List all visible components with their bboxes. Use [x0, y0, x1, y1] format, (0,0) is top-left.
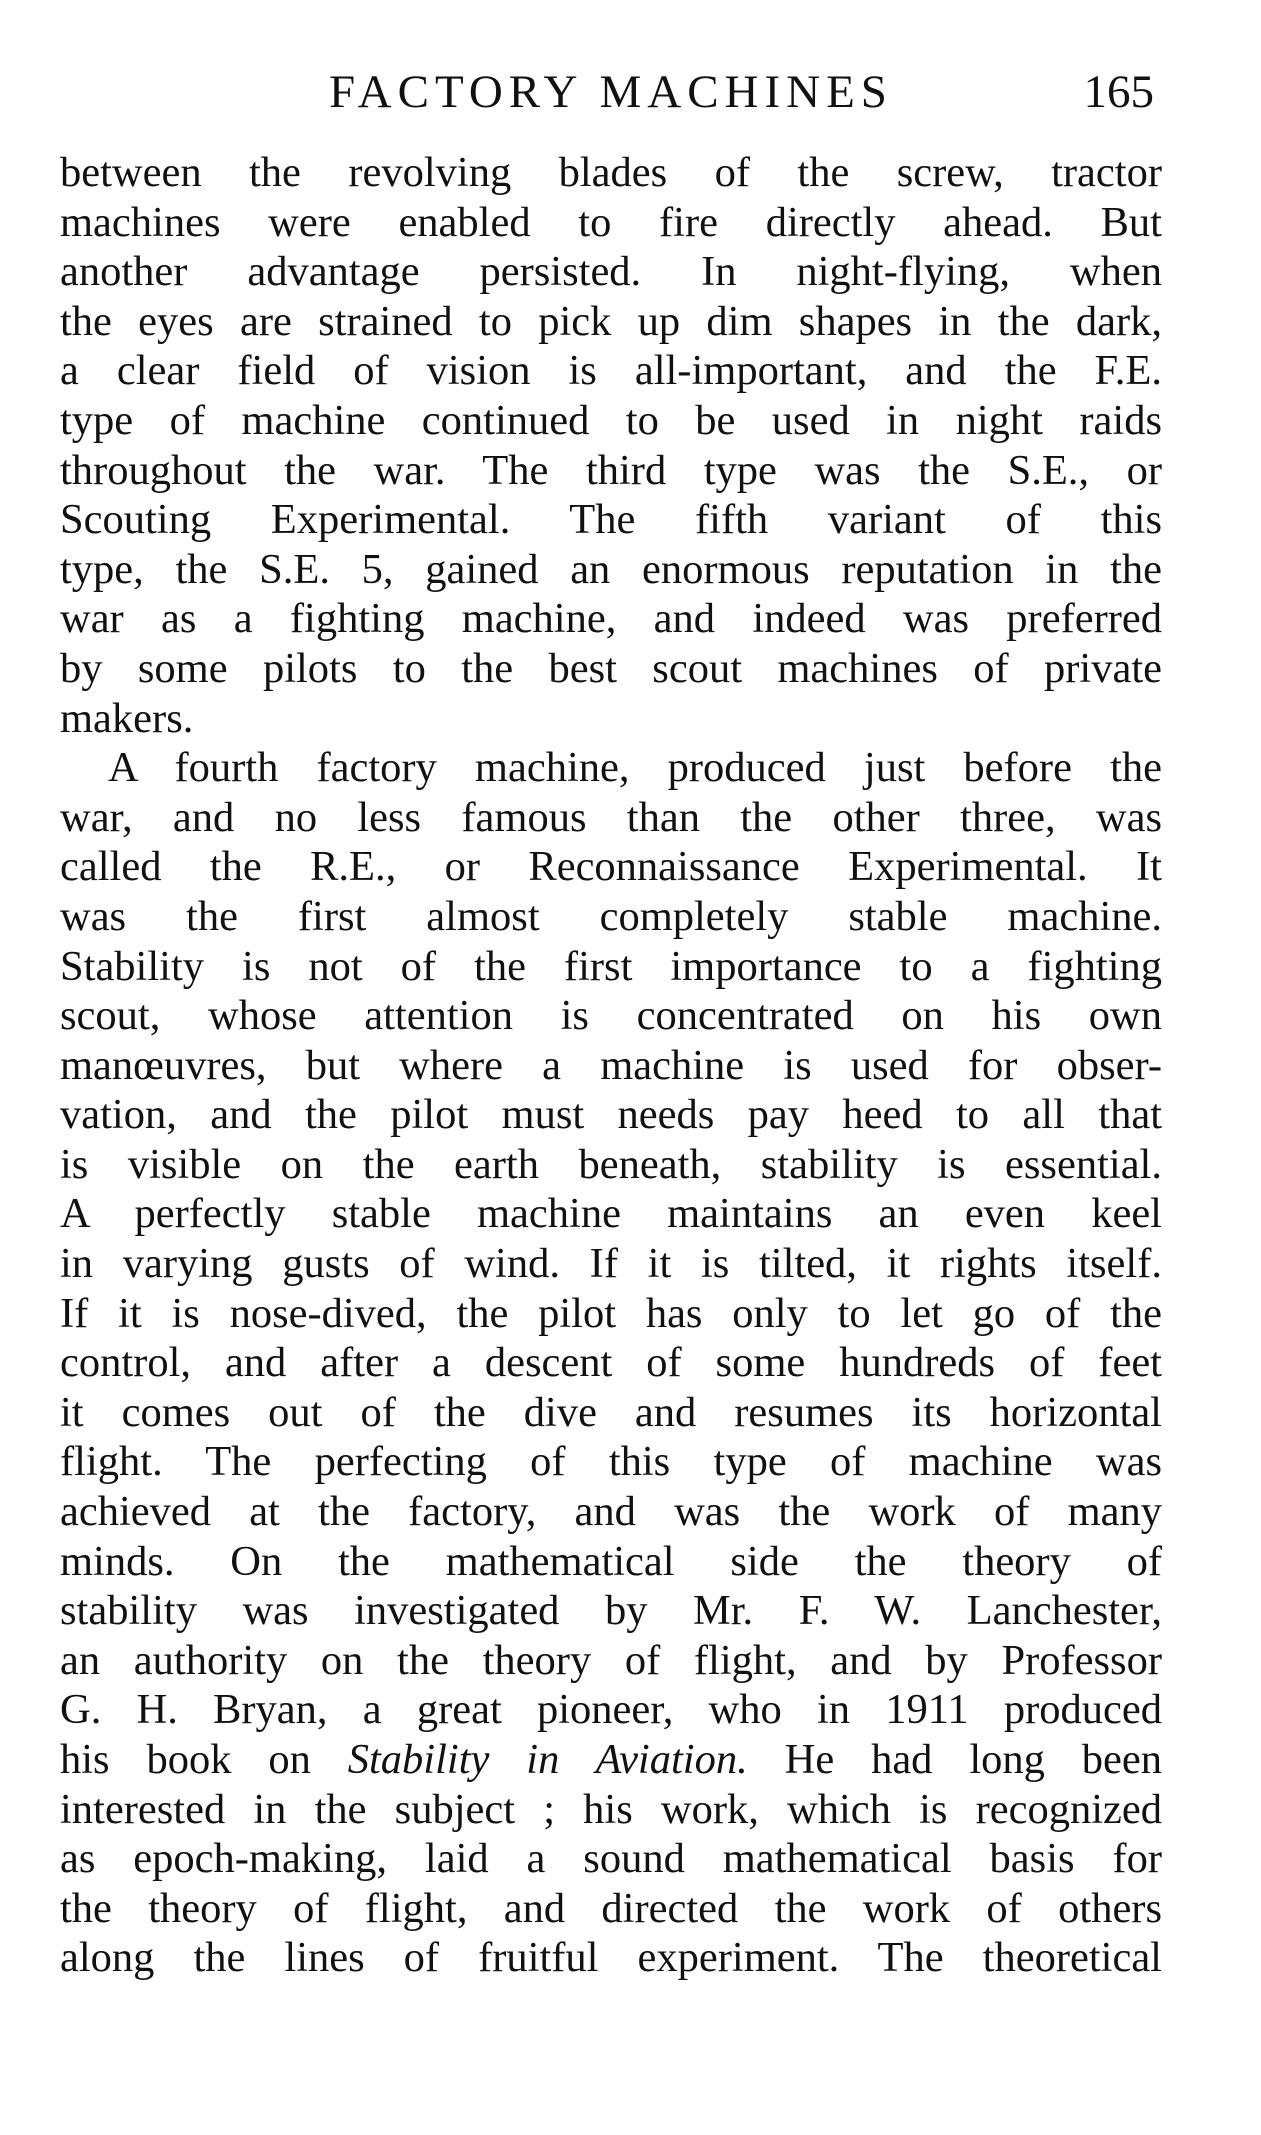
text-line: interested in the subject ; his work, which is recognized [60, 1785, 1162, 1833]
text-line: along the lines of fruitful experiment. The theoretical [60, 1934, 1162, 1982]
text-line: stability was investigated by Mr. F. W. Lanchester, [60, 1587, 1162, 1635]
text-line: war as a fighting machine, and indeed was preferred [60, 595, 1162, 643]
text-line: war, and no less famous than the other three, was [60, 793, 1162, 841]
text-line: called the R.E., or Reconnaissance Experimental. It [60, 843, 1162, 891]
book-line-after: He had long been [747, 1736, 1162, 1783]
text-line: vation, and the pilot must needs pay heed to all that [60, 1091, 1162, 1139]
text-line: G. H. Bryan, a great pioneer, who in 1911 produced [60, 1686, 1162, 1734]
page-number: 165 [1083, 66, 1154, 118]
text-line: flight. The perfecting of this type of machine was [60, 1438, 1162, 1486]
text-line: between the revolving blades of the screw, tractor [60, 149, 1162, 196]
text-line: the eyes are strained to pick up dim shapes in the dark, [60, 297, 1162, 345]
text-line: makers. [60, 694, 194, 742]
running-header [60, 62, 1162, 122]
text-line: Stability is not of the first importance to a fighting [60, 942, 1162, 990]
book-line-before: his book on [60, 1736, 348, 1783]
body-text [60, 148, 1162, 1983]
text-line: machines were enabled to fire directly ahead. But [60, 198, 1162, 246]
text-line: If it is nose-dived, the pilot has only to let go of the [60, 1289, 1162, 1337]
text-line: type, the S.E. 5, gained an enormous reputation in the [60, 545, 1162, 593]
text-line: A perfectly stable machine maintains an even keel [60, 1190, 1162, 1238]
text-line: A fourth factory machine, produced just before the [108, 744, 1162, 792]
text-line: the theory of flight, and directed the work of others [60, 1884, 1162, 1932]
text-line: type of machine continued to be used in night raids [60, 396, 1162, 444]
book-title: Stability in Aviation. [347, 1736, 748, 1783]
paragraph-2 [60, 743, 1162, 1983]
text-line: was the first almost completely stable machine. [60, 892, 1162, 940]
text-line: as epoch-making, laid a sound mathematical basis for [60, 1835, 1162, 1883]
chapter-title: FACTORY MACHINES [329, 66, 893, 118]
text-line: another advantage persisted. In night-flying, when [60, 248, 1162, 296]
text-line: manœuvres, but where a machine is used for obser- [60, 1041, 1162, 1089]
text-line: it comes out of the dive and resumes its horizontal [60, 1388, 1162, 1436]
paragraph-1 [60, 148, 1162, 743]
text-line: in varying gusts of wind. If it is tilted, it rights itself. [60, 1240, 1162, 1288]
text-line: a clear field of vision is all-important, and the F.E. [60, 347, 1162, 395]
text-line: control, and after a descent of some hundreds of feet [60, 1339, 1162, 1387]
text-line-with-book-title [60, 1735, 1162, 1785]
text-line: is visible on the earth beneath, stability is essential. [60, 1140, 1162, 1188]
text-line: achieved at the factory, and was the work of many [60, 1488, 1162, 1536]
text-line: throughout the war. The third type was the S.E., or [60, 446, 1162, 494]
text-line: by some pilots to the best scout machines of private [60, 644, 1162, 692]
text-line: Scouting Experimental. The fifth variant of this [60, 496, 1162, 544]
text-line: scout, whose attention is concentrated on his own [60, 992, 1162, 1040]
text-line: minds. On the mathematical side the theory of [60, 1537, 1162, 1585]
text-line: an authority on the theory of flight, and by Professor [60, 1636, 1162, 1684]
